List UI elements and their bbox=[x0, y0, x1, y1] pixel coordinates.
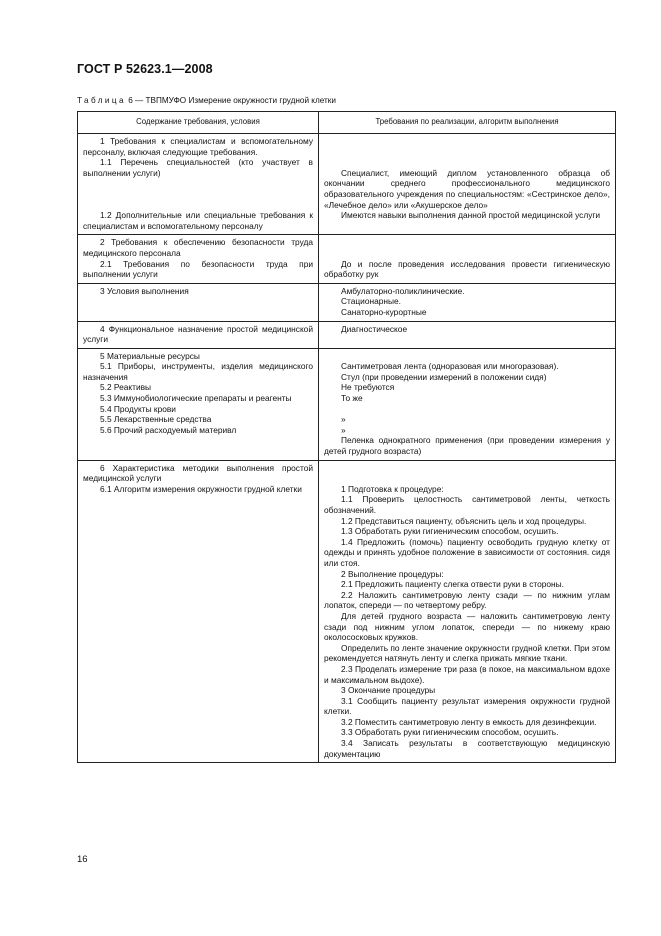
standard-number: ГОСТ Р 52623.1—2008 bbox=[77, 62, 213, 76]
procedure-step: 3.4 Записать результаты в соответствующую медицинскую документацию bbox=[324, 738, 610, 759]
requirement-cell bbox=[78, 460, 319, 763]
caption-number: 6 bbox=[128, 96, 133, 105]
requirement-cell bbox=[78, 348, 319, 460]
requirement-text: 6 Характеристика методики выполнения простой медицинской услуги bbox=[83, 462, 313, 484]
requirement-text: 5.4 Продукты крови bbox=[100, 403, 176, 414]
procedure-step: 1.2 Представиться пациенту, объяснить цель и ход процедуры. bbox=[341, 515, 587, 526]
requirement-text: 1 Требования к специалистам и вспомогательному персоналу, включая следующие требования. bbox=[83, 136, 313, 157]
caption-label: Таблица bbox=[77, 96, 126, 105]
table-header-row bbox=[78, 112, 616, 134]
procedure-step: 3.1 Сообщить пациенту результат измерения окружности грудной клетки. bbox=[324, 695, 610, 717]
requirement-text: 5.3 Иммунобиологические препараты и реагенты bbox=[100, 393, 292, 404]
implementation-text: Стул (при проведении измерений в положении сидя) bbox=[341, 371, 547, 382]
requirement-text: 5 Материальные ресурсы bbox=[100, 350, 200, 361]
implementation-text: » bbox=[341, 424, 346, 435]
requirement-cell bbox=[78, 235, 319, 283]
implementation-cell bbox=[319, 460, 616, 763]
implementation-text: Диагностическое bbox=[341, 323, 408, 334]
table-caption bbox=[77, 96, 336, 105]
implementation-cell bbox=[319, 321, 616, 348]
requirement-text: 6.1 Алгоритм измерения окружности грудной клетки bbox=[100, 483, 302, 494]
implementation-text: » bbox=[341, 414, 346, 425]
procedure-step: 1.1 Проверить целостность сантиметровой ленты, четкость обозначений. bbox=[324, 494, 610, 515]
procedure-step: 3.2 Поместить сантиметровую ленту в емкость для дезинфекции. bbox=[341, 716, 597, 727]
implementation-text: Не требуются bbox=[341, 382, 395, 393]
requirement-cell bbox=[78, 134, 319, 235]
requirement-text: 5.5 Лекарственные средства bbox=[100, 414, 212, 425]
procedure-step: 1.4 Предложить (помочь) пациенту освободить грудную клетку от одежды и принять удобное положение в зависимости от состояния. сидя или стоя. bbox=[324, 536, 610, 568]
requirement-text: 5.6 Прочий расходуемый материвл bbox=[100, 424, 237, 435]
implementation-text: То же bbox=[341, 393, 363, 404]
procedure-step: Для детей грудного возраста — наложить сантиметровую ленту сзади под нижним углом лопаток, спереди — по нижему краю околососковых кружков. bbox=[324, 610, 610, 643]
requirement-text: 5.2 Реактивы bbox=[100, 382, 152, 393]
requirement-cell bbox=[78, 321, 319, 348]
table-row bbox=[78, 283, 616, 321]
page-number: 16 bbox=[77, 854, 88, 865]
implementation-cell bbox=[319, 134, 616, 235]
requirement-text: 2.1 Требования по безопасности труда при выполнении услуги bbox=[83, 258, 313, 280]
implementation-cell bbox=[319, 283, 616, 321]
table-row bbox=[78, 460, 616, 763]
procedure-step: 2.3 Проделать измерение три раза (в покое, на максимальном вдохе и максимальном выдохе). bbox=[324, 663, 610, 685]
requirement-text: 1.1 Перечень специальностей (кто участвует в выполнении услуги) bbox=[83, 157, 313, 178]
implementation-text: Имеются навыки выполнения данной простой медицинской услуги bbox=[341, 210, 601, 221]
implementation-text: Пеленка однократного применения (при проведении измерения у детей грудного возраста) bbox=[324, 435, 610, 457]
table-row bbox=[78, 321, 616, 348]
implementation-cell bbox=[319, 235, 616, 283]
implementation-text: До и после проведения исследования провести гигиеническую обработку рук bbox=[324, 258, 610, 280]
implementation-text: Специалист, имеющий диплом установленного образца об окончании среднего профессионального медицинского образовательного учреждения по специальностям: «Сестринское дело», «Лечебное дело» или «Акушерское дело» bbox=[324, 167, 610, 210]
requirement-text: 4 Функциональное назначение простой медицинской услуги bbox=[83, 323, 313, 345]
requirement-cell bbox=[78, 283, 319, 321]
column-header: Требования по реализации, алгоритм выполнения bbox=[319, 112, 616, 134]
implementation-text: Амбулаторно-поликлинические. bbox=[341, 285, 465, 296]
procedure-step: 1 Подготовка к процедуре: bbox=[341, 483, 444, 494]
table-row bbox=[78, 235, 616, 283]
procedure-step: 1.3 Обработать руки гигиеническим способом, осушить. bbox=[341, 526, 559, 537]
requirement-text: 2 Требования к обеспечению безопасности труда медицинского персонала bbox=[83, 237, 313, 258]
implementation-text: Стационарные. bbox=[341, 296, 401, 307]
caption-title: — ТВПМУФО Измерение окружности грудной клетки bbox=[132, 96, 336, 105]
procedure-step: 3.3 Обработать руки гигиеническим способом, осушить. bbox=[341, 727, 559, 738]
column-header: Содержание требования, условия bbox=[78, 112, 319, 134]
implementation-cell bbox=[319, 348, 616, 460]
requirement-text: 1.2 Дополнительные или специальные требования к специалистам и вспомогательному персоналу bbox=[83, 210, 313, 231]
procedure-step: 2.2 Наложить сантиметровую ленту сзади — по нижним углам лопаток, спереди — по четвертому ребру. bbox=[324, 589, 610, 611]
implementation-text: Сантиметровая лента (одноразовая или многоразовая). bbox=[341, 361, 559, 372]
table-row bbox=[78, 348, 616, 460]
requirement-text: 5.1 Приборы, инструменты, изделия медицинского назначения bbox=[83, 361, 313, 382]
table-row bbox=[78, 134, 616, 235]
procedure-step: Определить по ленте значение окружности грудной клетки. При этом рекомендуется натянуть ленту и слегка прижать мягкие ткани. bbox=[324, 642, 610, 664]
procedure-step: 2.1 Предложить пациенту слегка отвести руки в стороны. bbox=[341, 579, 564, 590]
requirement-text: 3 Условия выполнения bbox=[100, 285, 189, 296]
procedure-step: 2 Выполнение процедуры: bbox=[341, 568, 444, 579]
implementation-text: Санаторно-курортные bbox=[341, 306, 427, 317]
requirements-table bbox=[77, 111, 616, 763]
procedure-step: 3 Окончание процедуры bbox=[341, 685, 436, 696]
